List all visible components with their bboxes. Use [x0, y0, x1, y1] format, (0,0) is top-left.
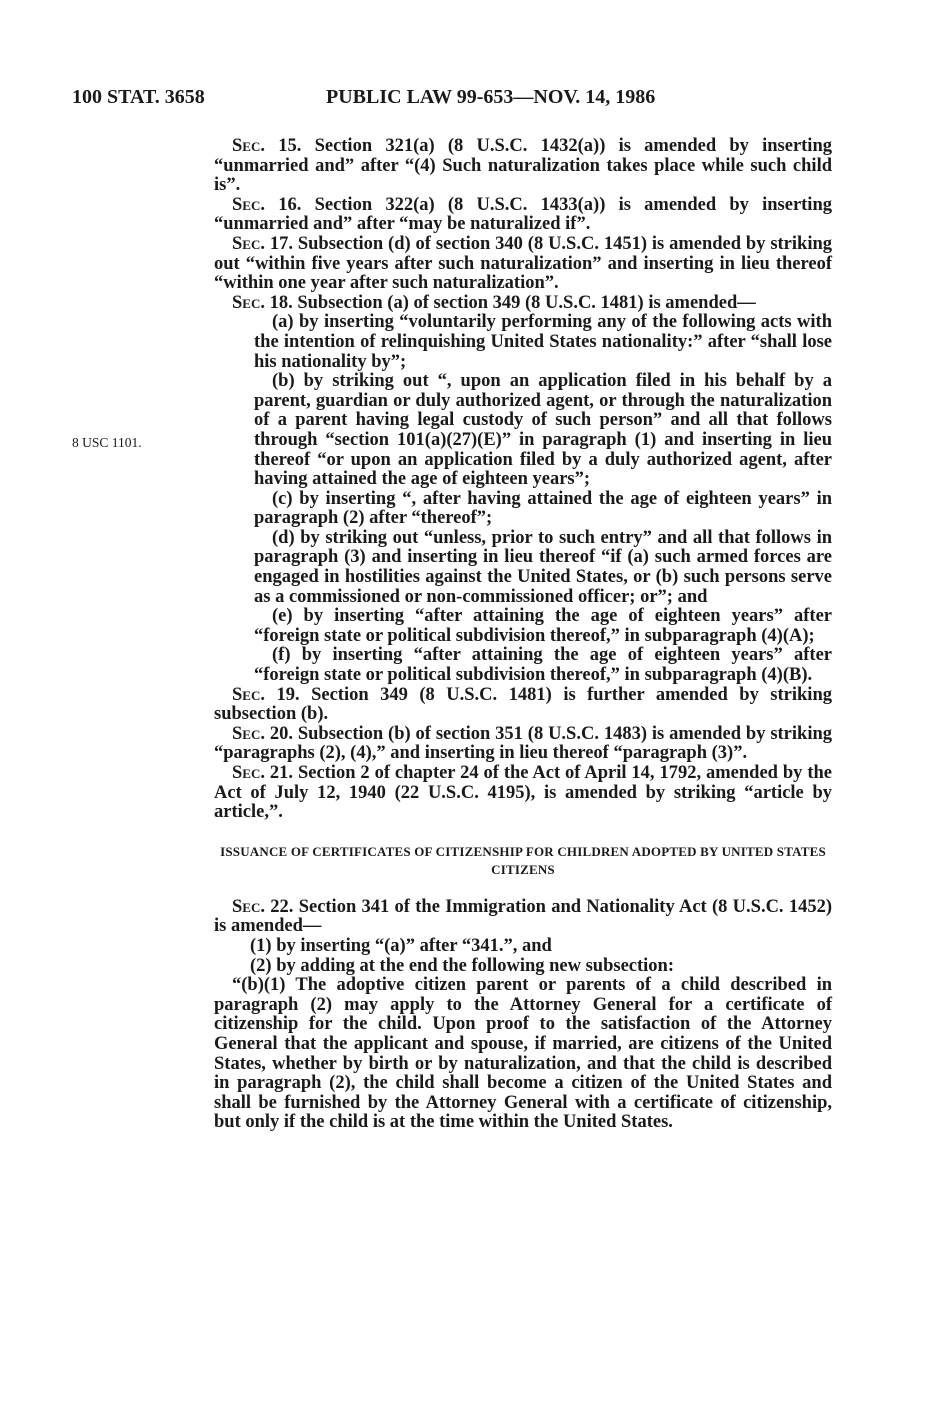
sec18-item-f: (f) by inserting “after attaining the age of eighteen years” after “foreign state or political subdivision thereof,” in subparagraph (4)(B). [254, 645, 832, 686]
section-18: Sec. 18. Subsection (a) of section 349 (8 U.S.C. 1481) is amended— [232, 292, 756, 313]
document-body [214, 137, 832, 1133]
new-subsection-b: “(b)(1) The adoptive citizen parent or parents of a child described in paragraph (2) may apply to the Attorney General for a certificate of citizenship for the child. Upon proof to the satisfaction of the Attorney General that the applicant and spouse, if married, are citizens of the United States, whether by birth or by naturalization, and that the child is described in paragraph (2), the child shall become a citizen of the United States and shall be furnished by the Attorney General with a certificate of citizenship, but only if the child is at the time within the United States. [214, 975, 832, 1133]
sec18-item-d: (d) by striking out “unless, prior to such entry” and all that follows in paragraph (3) and inserting in lieu thereof “if (a) such armed forces are engaged in hostilities against the United States, or (b) such persons serve as a commissioned or non-commissioned officer; or”; and [254, 527, 832, 607]
section-16: Sec. 16. Section 322(a) (8 U.S.C. 1433(a)) is amended by inserting “unmarried and” after “may be naturalized if”. [214, 194, 832, 235]
margin-note: 8 USC 1101. [72, 435, 142, 450]
sec22-item-1: (1) by inserting “(a)” after “341.”, and [250, 935, 552, 956]
section-15: Sec. 15. Section 321(a) (8 U.S.C. 1432(a)) is amended by inserting “unmarried and” after “(4) Such naturalization takes place while such child is”. [214, 136, 832, 196]
section-22: Sec. 22. Section 341 of the Immigration and Nationality Act (8 U.S.C. 1452) is amended— [214, 896, 833, 937]
sec22-item-2: (2) by adding at the end the following new subsection: [250, 955, 675, 976]
sec18-item-c: (c) by inserting “, after having attained the age of eighteen years” in paragraph (2) after “thereof”; [254, 488, 832, 529]
section-17: Sec. 17. Subsection (d) of section 340 (8 U.S.C. 1451) is amended by striking out “within five years after such naturalization” and inserting in lieu thereof “within one year after such naturalization”. [214, 233, 832, 294]
law-title: PUBLIC LAW 99-653—NOV. 14, 1986 [326, 86, 656, 108]
sec18-item-a: (a) by inserting “voluntarily performing any of the following acts with the intention of relinquishing United States nationality:” after “shall lose his nationality by”; [254, 312, 832, 372]
section-19: Sec. 19. Section 349 (8 U.S.C. 1481) is further amended by striking subsection (b). [214, 684, 832, 725]
section-21: Sec. 21. Section 2 of chapter 24 of the Act of April 14, 1792, amended by the Act of July 12, 1940 (22 U.S.C. 4195), is amended by striking “article by article,”. [214, 763, 832, 823]
page-header [0, 86, 949, 116]
section-20: Sec. 20. Subsection (b) of section 351 (8 U.S.C. 1483) is amended by striking “paragraphs (2), (4),” and inserting in lieu thereof “paragraph (3)”. [214, 723, 832, 764]
sec18-item-e: (e) by inserting “after attaining the age of eighteen years” after “foreign state or political subdivision thereof,” in subparagraph (4)(A); [254, 606, 832, 646]
page-number: 100 STAT. 3658 [72, 86, 205, 108]
sec18-item-b: (b) by striking out “, upon an application filed in his behalf by a parent, guardian or duly authorized agent, or through the naturalization of a parent having legal custody of such person” and all that follows through “section 101(a)(27)(E)” in paragraph (1) and inserting in lieu thereof “or upon an application filed by a duly authorized agent, after having attained the age of eighteen years”; [254, 371, 832, 490]
section-heading: ISSUANCE OF CERTIFICATES OF CITIZENSHIP FOR CHILDREN ADOPTED BY UNITED STATES CITIZENS [220, 843, 826, 877]
